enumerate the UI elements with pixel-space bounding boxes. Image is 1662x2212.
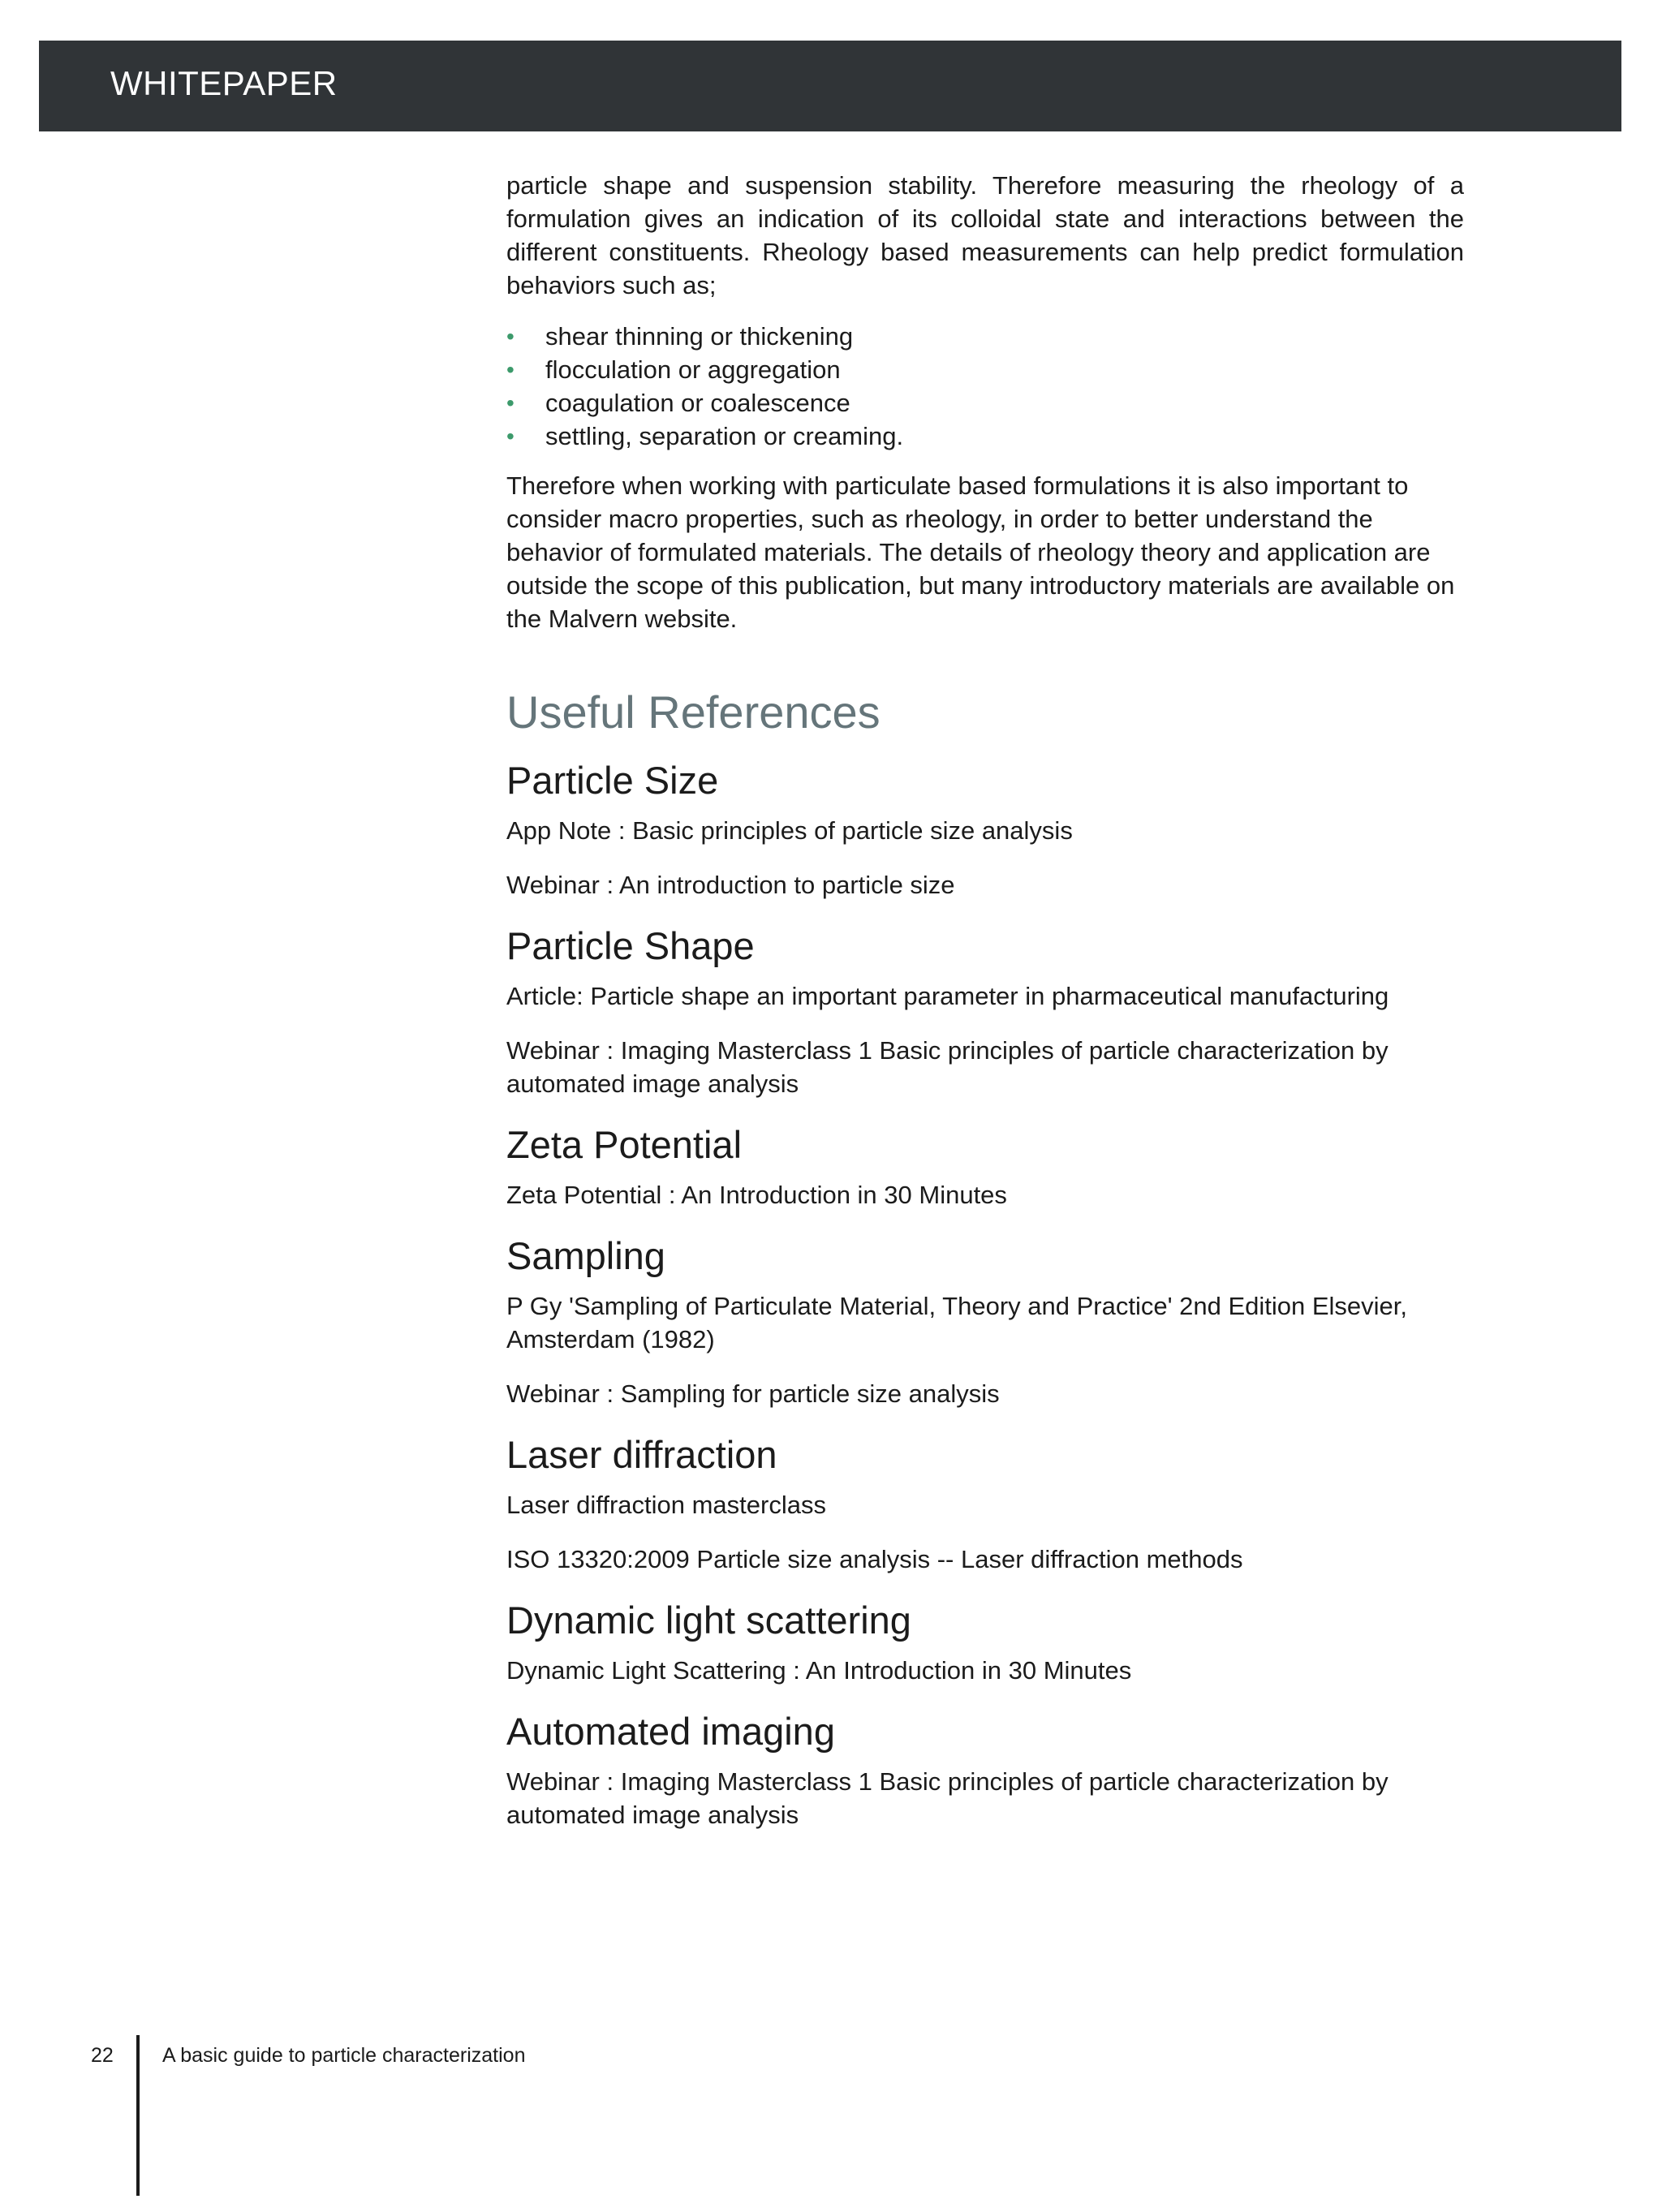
reference-group-particle-size — [506, 757, 1464, 902]
reference-item: Webinar : Imaging Masterclass 1 Basic principles of particle characterization by automated image analysis — [506, 1767, 1389, 1829]
list-item — [506, 386, 1464, 420]
bullet-icon: • — [506, 357, 515, 382]
page-number: 22 — [91, 2044, 114, 2067]
reference-heading: Particle Shape — [506, 924, 755, 967]
reference-item: App Note : Basic principles of particle size analysis — [506, 816, 1073, 845]
reference-item: Webinar : An introduction to particle size — [506, 871, 955, 899]
list-item-text: flocculation or aggregation — [545, 355, 841, 384]
reference-heading: Dynamic light scattering — [506, 1599, 911, 1642]
reference-heading: Sampling — [506, 1234, 665, 1277]
closing-paragraph: Therefore when working with particulate based formulations it is also important to consider macro properties, such as rheology, in order to better understand the behavior of formulated materials. The details of rheology theory and application are outside the scope of this publication, but many introductory materials are available on the Malvern website. — [506, 471, 1455, 633]
header-bar — [39, 41, 1621, 131]
bullet-icon: • — [506, 390, 515, 415]
reference-group-zeta-potential — [506, 1121, 1464, 1211]
reference-heading: Automated imaging — [506, 1710, 835, 1753]
behavior-list — [506, 320, 1464, 453]
reference-item: Webinar : Imaging Masterclass 1 Basic principles of particle characterization by automated image analysis — [506, 1036, 1389, 1098]
list-item — [506, 320, 1464, 353]
references-title: Useful References — [506, 686, 881, 738]
reference-item: Webinar : Sampling for particle size analysis — [506, 1379, 1000, 1408]
reference-group-dynamic-light-scattering — [506, 1597, 1464, 1687]
header-title: WHITEPAPER — [110, 64, 338, 102]
reference-item: ISO 13320:2009 Particle size analysis -- Laser diffraction methods — [506, 1545, 1243, 1573]
list-item-text: shear thinning or thickening — [545, 322, 854, 351]
reference-group-automated-imaging — [506, 1708, 1464, 1831]
list-item — [506, 353, 1464, 386]
footer-divider — [136, 2035, 140, 2196]
reference-item: Dynamic Light Scattering : An Introduction in 30 Minutes — [506, 1656, 1132, 1685]
reference-group-laser-diffraction — [506, 1431, 1464, 1576]
reference-heading: Zeta Potential — [506, 1123, 743, 1166]
intro-paragraph: particle shape and suspension stability. Therefore measuring the rheology of a formulation gives an indication of its colloidal state and interactions between the different constituents. Rheology based measurements can help predict formulation behaviors such as; — [506, 171, 1464, 299]
footer-document-title: A basic guide to particle characterization — [162, 2044, 526, 2067]
list-item-text: coagulation or coalescence — [545, 389, 850, 417]
list-item — [506, 420, 1464, 453]
reference-group-sampling — [506, 1233, 1464, 1410]
reference-group-particle-shape — [506, 923, 1464, 1100]
reference-item: Laser diffraction masterclass — [506, 1491, 826, 1519]
reference-item: Zeta Potential : An Introduction in 30 Minutes — [506, 1181, 1007, 1209]
reference-heading: Laser diffraction — [506, 1433, 777, 1476]
bullet-icon: • — [506, 324, 515, 349]
list-item-text: settling, separation or creaming. — [545, 422, 904, 450]
reference-heading: Particle Size — [506, 759, 719, 802]
reference-item: Article: Particle shape an important parameter in pharmaceutical manufacturing — [506, 982, 1389, 1010]
bullet-icon: • — [506, 424, 515, 449]
reference-item: P Gy 'Sampling of Particulate Material, Theory and Practice' 2nd Edition Elsevier, Amsterdam (1982) — [506, 1292, 1408, 1353]
main-content — [506, 169, 1464, 1853]
